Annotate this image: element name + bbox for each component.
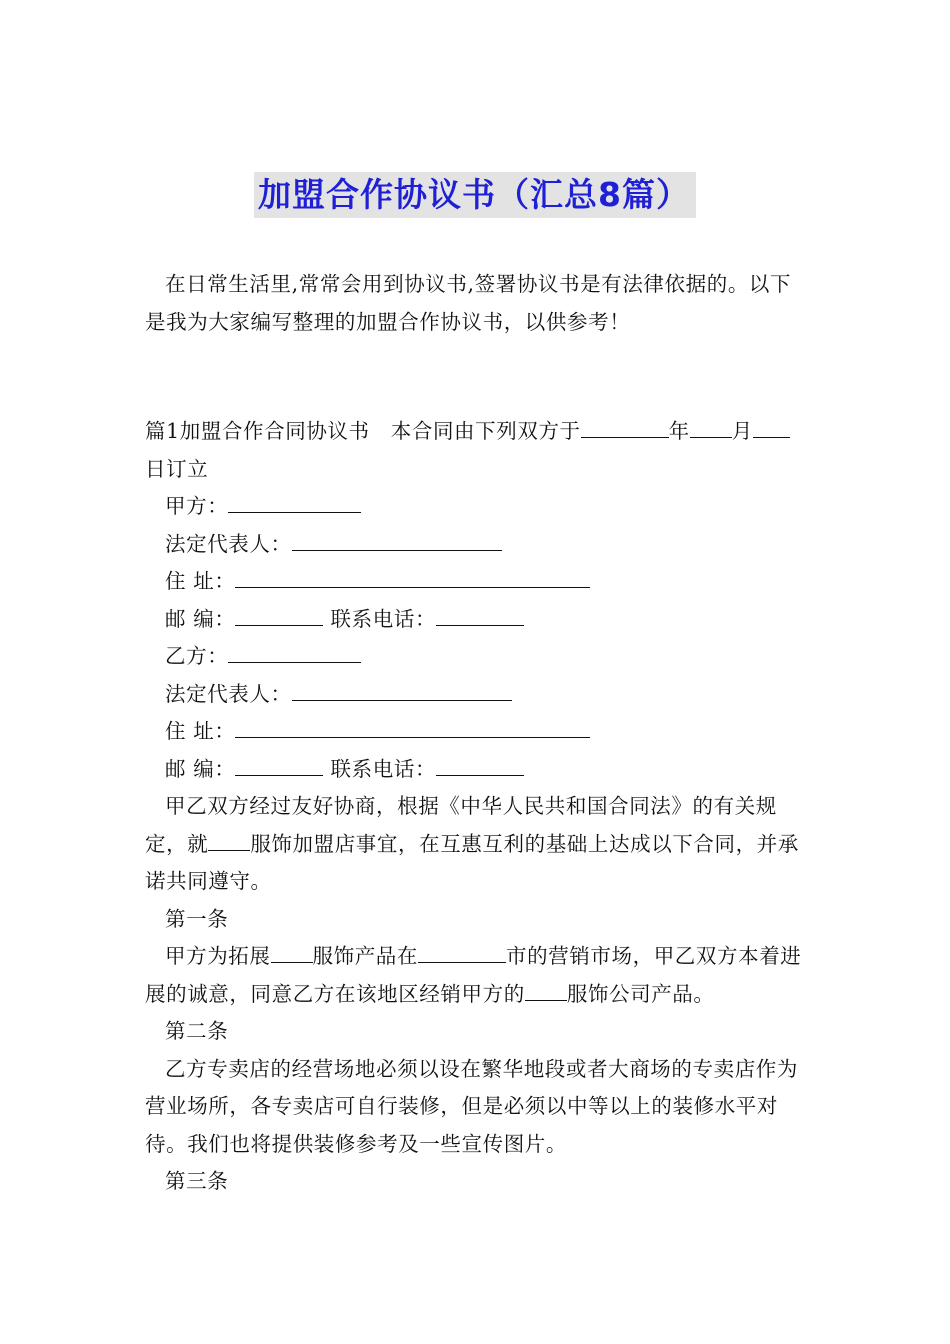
postcode-a-line (145, 601, 810, 639)
intro-section (145, 266, 810, 341)
document-title: 加盟合作协议书（汇总8篇） (254, 172, 696, 218)
postcode-a-blank (235, 603, 323, 626)
party-b-label: 乙方： (165, 644, 229, 668)
address-a-line (145, 563, 810, 601)
phone-b-label: 联系电话： (330, 756, 437, 781)
postcode-b-blank (235, 753, 323, 776)
section-heading: 篇1加盟合作合同协议书 本合同由下列双方于 (145, 419, 581, 443)
address-a-blank (235, 565, 590, 588)
brand-blank (208, 828, 250, 851)
article1-brand-blank (271, 940, 313, 963)
postcode-b-line (145, 751, 810, 789)
article1-heading: 第一条 (165, 906, 229, 931)
month-label: 月 (731, 419, 753, 443)
party-a-label: 甲方： (165, 494, 229, 518)
phone-b-blank (436, 753, 524, 776)
article1-text-4: 服饰公司产品。 (566, 981, 715, 1006)
section-heading-line (145, 413, 810, 488)
contract-body (145, 413, 810, 1201)
rep-b-line (145, 676, 810, 714)
article1-paragraph (145, 938, 810, 1013)
party-b-line (145, 638, 810, 676)
rep-a-label: 法定代表人： (165, 531, 292, 556)
month-blank (690, 415, 732, 438)
rep-b-blank (292, 678, 512, 701)
article1-text-3: 市的营销市场，甲乙双方本着进展的诚意，同意乙方在该地区经销甲方的 (145, 944, 802, 1006)
rep-a-blank (292, 528, 502, 551)
article1-city-blank (418, 940, 506, 963)
year-label: 年 (668, 419, 690, 443)
article1-text-2: 服饰产品在 (312, 944, 418, 968)
phone-a-blank (436, 603, 524, 626)
title-container (0, 172, 950, 218)
intro-paragraph: 在日常生活里,常常会用到协议书,签署协议书是有法律依据的。以下是我为大家编写整理的加盟合作协议书，以供参考！ (145, 272, 792, 334)
phone-a-label: 联系电话： (330, 606, 437, 631)
article2-paragraph: 乙方专卖店的经营场地必须以设在繁华地段或者大商场的专卖店作为营业场所，各专卖店可自行装修，但是必须以中等以上的装修水平对待。我们也将提供装修参考及一些宣传图片。 (145, 1056, 798, 1156)
agreement-paragraph (145, 788, 810, 901)
address-b-line (145, 713, 810, 751)
address-b-label: 住 址： (165, 719, 236, 743)
address-a-label: 住 址： (165, 569, 236, 593)
address-b-blank (235, 715, 590, 738)
article3-heading: 第三条 (165, 1169, 229, 1193)
article2-heading: 第二条 (165, 1019, 229, 1043)
article1-text-1: 甲方为拓展 (165, 944, 271, 968)
article1-company-blank (525, 978, 567, 1001)
postcode-b-label: 邮 编： (165, 756, 236, 781)
rep-a-line (145, 526, 810, 564)
agreement-text-2: 服饰加盟店事宜，在互惠互利的基础上达成以下合同，并承诺共同遵守。 (145, 831, 799, 893)
day-label: 日订立 (145, 456, 209, 481)
day-blank (753, 415, 790, 438)
postcode-a-label: 邮 编： (165, 606, 236, 631)
party-a-line (145, 488, 810, 526)
agreement-text-1: 甲乙双方经过友好协商，根据《中华人民共和国合同法》的有关规定，就 (145, 794, 777, 856)
rep-b-label: 法定代表人： (165, 681, 292, 706)
year-blank (581, 415, 669, 438)
party-b-blank (228, 640, 361, 663)
party-a-blank (228, 490, 361, 513)
